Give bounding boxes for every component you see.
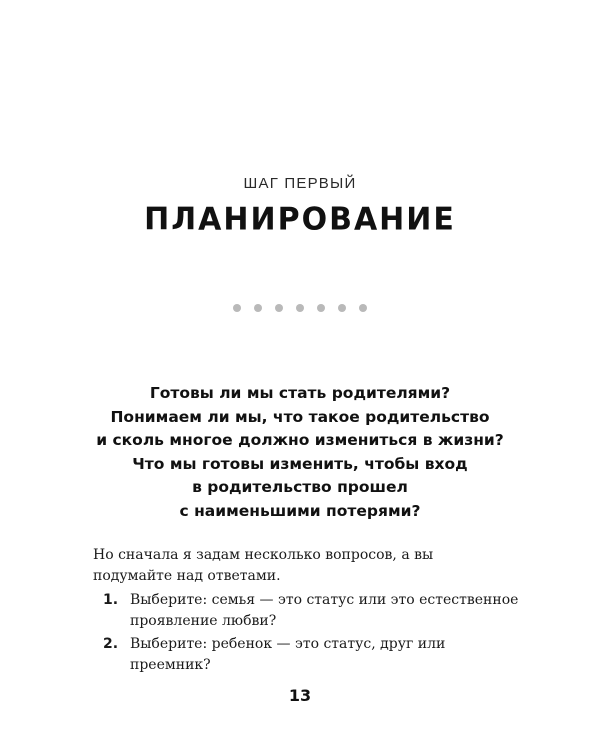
step-label: ШАГ ПЕРВЫЙ: [243, 175, 357, 192]
list-item-text: Выберите: ребенок — это статус, друг или преемник?: [130, 636, 446, 673]
page-number: 13: [288, 686, 312, 705]
list-item-number: 2.: [103, 636, 119, 652]
decorative-dots: [0, 304, 600, 312]
dot-ornament: [317, 304, 325, 312]
dot-ornament: [359, 304, 367, 312]
dot-ornament: [254, 304, 262, 312]
intro-line: Что мы готовы изменить, чтобы вход: [132, 454, 468, 473]
list-item-text: Выберите: семья — это статус или это естественное проявление любви?: [130, 592, 519, 629]
intro-line: в родительство прошел: [192, 478, 408, 496]
intro-line: с наименьшими потерями?: [179, 501, 421, 520]
list-item: [103, 634, 523, 676]
dot-ornament: [233, 304, 241, 312]
chapter-title: ПЛАНИРОВАНИЕ: [144, 201, 456, 238]
body-paragraph: Но сначала я задам несколько вопросов, а вы подумайте над ответами.: [93, 547, 434, 584]
dot-ornament: [296, 304, 304, 312]
intro-questions: [0, 382, 600, 523]
dot-ornament: [338, 304, 346, 312]
list-item-number: 1.: [103, 592, 119, 608]
intro-line: Понимаем ли мы, что такое родительство: [110, 407, 490, 426]
question-list: [103, 590, 523, 678]
intro-line: и сколь многое должно измениться в жизни?: [96, 431, 504, 449]
dot-ornament: [275, 304, 283, 312]
intro-line: Готовы ли мы стать родителями?: [149, 384, 451, 402]
list-item: [103, 590, 523, 632]
